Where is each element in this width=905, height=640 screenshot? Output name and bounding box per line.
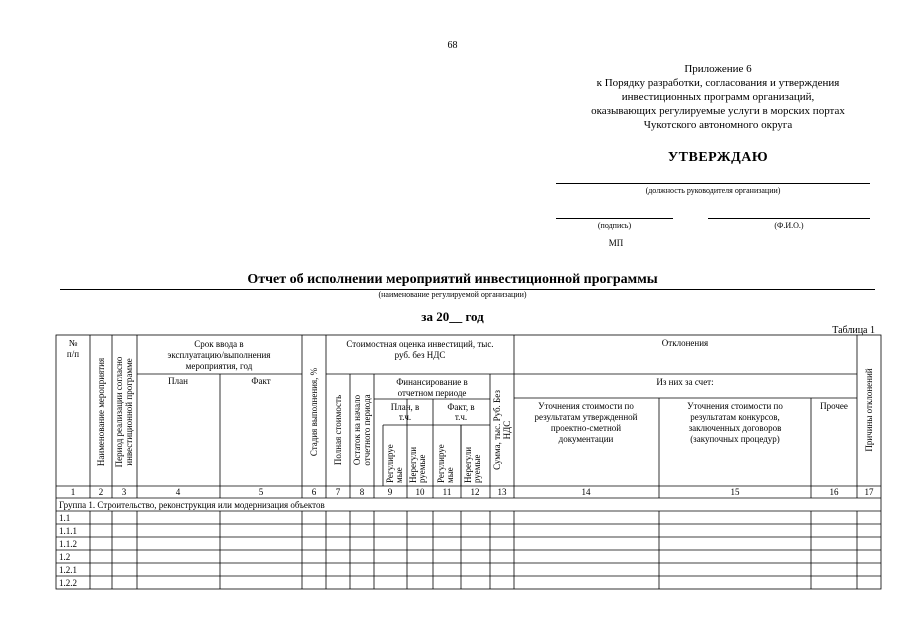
col-term-header: эксплуатацию/выполнения	[167, 350, 271, 360]
column-number: 17	[864, 487, 874, 497]
col-unregulated-fact: руемые	[472, 454, 482, 483]
column-number: 11	[442, 487, 452, 497]
col-other-header: Прочее	[820, 401, 848, 411]
col-regulated-plan: мые	[394, 467, 404, 483]
col-of-which-header: Из них за счет:	[656, 377, 714, 387]
col-dev-design-header: результатам утвержденной	[534, 412, 638, 422]
col-fact-header: Факт	[251, 376, 271, 386]
column-number: 4	[175, 487, 181, 497]
col-period-header: инвестиционной программе	[124, 358, 134, 466]
stamp-mark: МП	[608, 238, 624, 248]
column-number: 13	[497, 487, 507, 497]
col-fact-incl-header: Факт, в	[447, 402, 475, 412]
col-period-header: Период реализации согласно	[114, 356, 124, 468]
column-number: 1	[70, 487, 76, 497]
report-title: Отчет об исполнении мероприятий инвестиционной программы	[247, 272, 658, 287]
column-number: 16	[829, 487, 839, 497]
table-row: 1.2.2	[59, 578, 77, 588]
org-caption: (наименование регулируемой организации)	[378, 290, 527, 299]
signature-caption: (подпись)	[597, 221, 632, 230]
table-row: 1.2.1	[59, 565, 77, 575]
name-caption: (Ф.И.О.)	[774, 221, 804, 230]
report-year: за 20__ год	[421, 309, 484, 324]
group-row-label: Группа 1. Строительство, реконструкция или модернизация объектов	[59, 500, 325, 510]
col-term-header: мероприятия, год	[185, 361, 253, 371]
col-dev-tender-header: результатам конкурсов,	[690, 412, 780, 422]
col-stage-header: Стадия выполнения, %	[309, 367, 319, 457]
col-deviations-header: Отклонения	[661, 338, 709, 348]
col-remainder-header: отчетного периода	[362, 394, 372, 466]
table-row: 1.2	[59, 552, 71, 562]
approval-heading: УТВЕРЖДАЮ	[667, 150, 769, 165]
col-term-header: Срок ввода в	[194, 339, 244, 349]
table-headers	[67, 338, 874, 483]
table-label: Таблица 1	[832, 325, 875, 336]
col-unregulated-plan: Нерегули	[408, 446, 418, 483]
column-number: 9	[387, 487, 393, 497]
column-number: 14	[581, 487, 591, 497]
col-dev-tender-header: Уточнения стоимости по	[687, 401, 783, 411]
column-number-row	[71, 487, 874, 497]
col-sum-header: НДС	[502, 420, 512, 440]
appendix-line: оказывающих регулируемые услуги в морских портах	[591, 105, 845, 117]
column-number: 2	[98, 487, 104, 497]
column-number: 7	[335, 487, 341, 497]
col-num-header: №	[68, 338, 78, 348]
col-regulated-plan: Регулируе	[385, 444, 395, 483]
col-dev-tender-header: заключенных договоров	[688, 423, 782, 433]
col-plan-incl-header: План, в	[390, 402, 420, 412]
col-regulated-fact: Регулируе	[436, 444, 446, 483]
col-cost-header: Стоимостная оценка инвестиций, тыс.	[346, 339, 494, 349]
appendix-line: инвестиционных программ организаций,	[621, 91, 815, 103]
column-number: 6	[311, 487, 317, 497]
table-row: 1.1	[59, 513, 71, 523]
col-regulated-fact: мые	[445, 467, 455, 483]
page-number: 68	[447, 40, 458, 51]
column-number: 3	[121, 487, 127, 497]
col-unregulated-fact: Нерегули	[463, 446, 473, 483]
table-row: 1.1.1	[59, 526, 77, 536]
col-plan-header: План	[168, 376, 188, 386]
col-dev-design-header: Уточнения стоимости по	[538, 401, 634, 411]
col-reasons-header: Причины отклонений	[864, 368, 874, 452]
col-num-header: п/п	[66, 349, 80, 359]
col-remainder-header: Остаток на начало	[352, 394, 362, 466]
position-caption: (должность руководителя организации)	[645, 186, 781, 195]
col-full-cost-header: Полная стоимость	[333, 394, 343, 466]
col-dev-design-header: проектно-сметной	[550, 423, 622, 433]
appendix-line: Чукотского автономного округа	[643, 119, 793, 131]
col-financing-header: отчетном периоде	[397, 388, 467, 398]
appendix-line: к Порядку разработки, согласования и утверждения	[596, 77, 840, 89]
col-name-header: Наименование мероприятия	[96, 357, 106, 467]
column-number: 5	[258, 487, 264, 497]
column-number: 8	[359, 487, 365, 497]
col-unregulated-plan: руемые	[417, 454, 427, 483]
column-number: 12	[470, 487, 480, 497]
col-fact-incl-header: т.ч.	[454, 412, 468, 422]
col-dev-tender-header: (закупочных процедур)	[690, 434, 780, 444]
col-plan-incl-header: т.ч.	[398, 412, 412, 422]
column-number: 15	[730, 487, 740, 497]
col-cost-header: руб. без НДС	[394, 350, 446, 360]
table-row: 1.1.2	[59, 539, 77, 549]
col-sum-header: Сумма, тыс. Руб. Без	[492, 390, 502, 470]
appendix-line: Приложение 6	[684, 63, 752, 75]
col-dev-design-header: документации	[558, 434, 614, 444]
col-financing-header: Финансирование в	[396, 377, 468, 387]
column-number: 10	[415, 487, 425, 497]
